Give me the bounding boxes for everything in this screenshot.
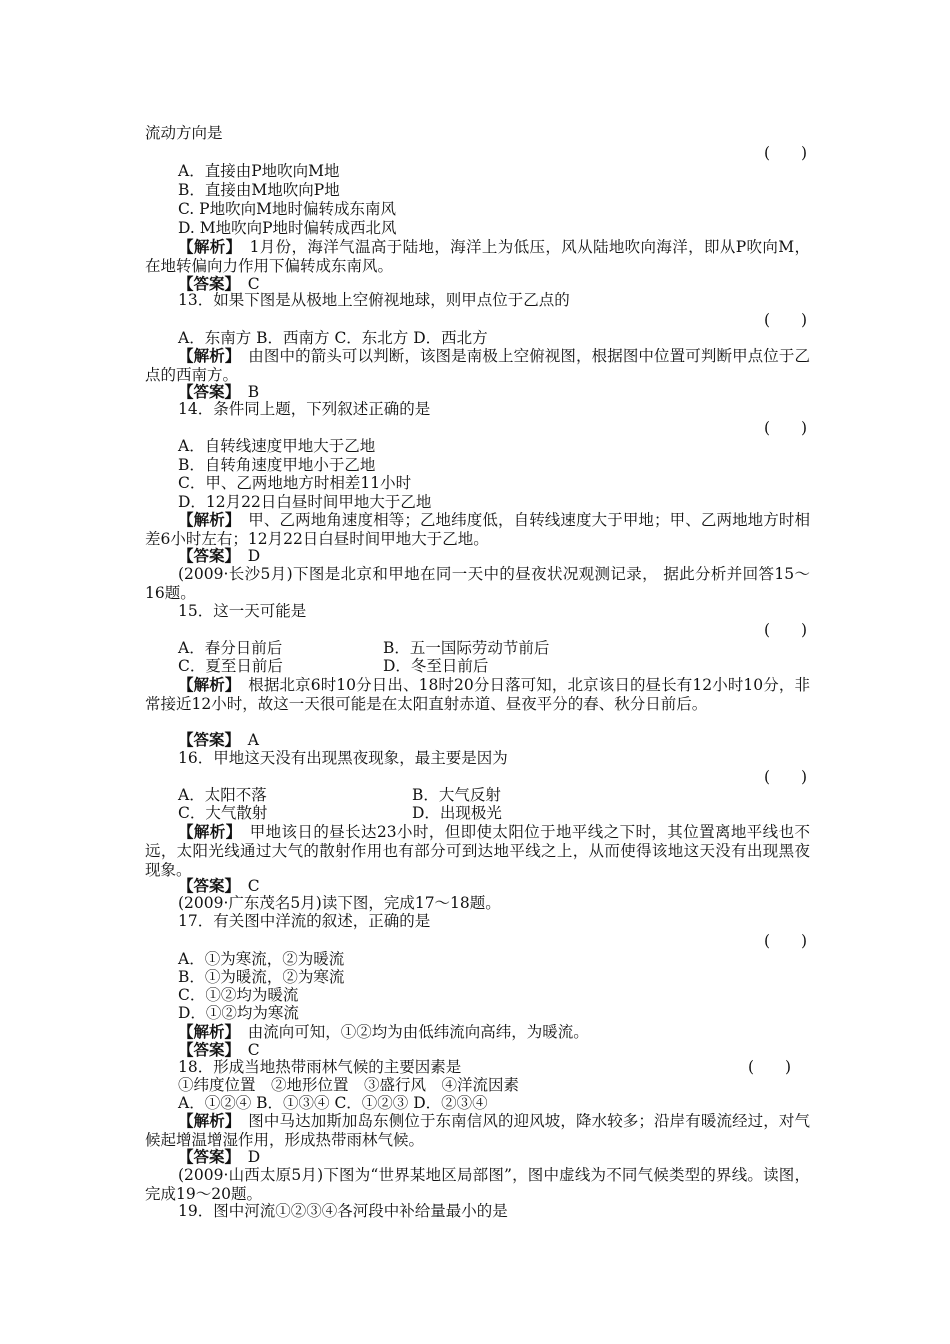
q14-option-a: A．自转线速度甲地大于乙地 <box>178 437 376 455</box>
q15-option-a: A．春分日前后 <box>178 639 283 657</box>
q18-stem: 18．形成当地热带雨林气候的主要因素是 <box>178 1058 462 1076</box>
q17-answer-bracket: ( ) <box>764 932 808 950</box>
q15-stem: 15．这一天可能是 <box>178 602 307 620</box>
q19-stem: 19．图中河流①②③④各河段中补给量最小的是 <box>178 1202 508 1220</box>
q16-answer <box>178 876 260 896</box>
q17-option-c: C．①②均为暖流 <box>178 986 299 1004</box>
answer-tag: 【答案】 <box>178 730 233 749</box>
q17-analysis-text: 由流向可知，①②均为由低纬流向高纬，为暖流。 <box>232 1023 589 1041</box>
q15-option-b: B．五一国际劳动节前后 <box>383 639 550 657</box>
q12-answer-text: C <box>232 275 260 293</box>
q14-option-b: B．自转角速度甲地小于乙地 <box>178 456 376 474</box>
q12-analysis-text: 1月份，海洋气温高于陆地，海洋上为低压，风从陆地吹向海洋，即从P吹向M，在地转偏向力作用下偏转成东南风。 <box>145 238 810 275</box>
answer-tag: 【答案】 <box>178 876 233 895</box>
intro-17-18: (2009·广东茂名5月)读下图，完成17～18题。 <box>178 894 501 912</box>
q18-analysis <box>145 1111 810 1150</box>
q12-analysis <box>145 237 810 276</box>
q12-option-b: B．直接由M地吹向P地 <box>178 181 340 199</box>
q14-analysis <box>145 510 810 549</box>
answer-tag: 【答案】 <box>178 382 233 401</box>
q13-answer <box>178 382 259 402</box>
q17-answer-text: C <box>232 1041 260 1059</box>
q17-answer <box>178 1040 260 1060</box>
q13-options: A．东南方 B．西南方 C．东北方 D．西北方 <box>178 329 488 347</box>
analysis-tag: 【解析】 <box>178 237 234 256</box>
q17-stem: 17．有关图中洋流的叙述，正确的是 <box>178 912 431 930</box>
q15-answer <box>178 730 259 750</box>
q14-analysis-text: 甲、乙两地角速度相等；乙地纬度低，自转线速度大于甲地；甲、乙两地地方时相差6小时左右；12月22日白昼时间甲地大于乙地。 <box>145 511 810 548</box>
q18-factors: ①纬度位置 ②地形位置 ③盛行风 ④洋流因素 <box>178 1076 520 1094</box>
q15-analysis <box>145 675 810 714</box>
q12-option-a: A．直接由P地吹向M地 <box>178 162 340 180</box>
q15-option-c: C．夏至日前后 <box>178 657 283 675</box>
q17-option-d: D．①②均为寒流 <box>178 1004 299 1022</box>
intro-15-16: (2009·长沙5月)下图是北京和甲地在同一天中的昼夜状况观测记录， 据此分析并回答15～16题。 <box>145 565 810 602</box>
q16-analysis-text: 甲地该日的昼长达23小时，但即使太阳位于地平线之下时，其位置离地平线也不远，太阳光线通过大气的散射作用也有部分可到达地平线之上，从而使得该地这天没有出现黑夜现象。 <box>145 823 810 879</box>
q14-option-d: D．12月22日白昼时间甲地大于乙地 <box>178 493 432 511</box>
analysis-tag: 【解析】 <box>178 1022 233 1041</box>
q16-answer-bracket: ( ) <box>764 768 808 786</box>
q12-stem-continuation: 流动方向是 <box>145 124 223 142</box>
q17-option-b: B．①为暖流，②为寒流 <box>178 968 345 986</box>
q16-option-d: D．出现极光 <box>412 804 502 822</box>
q15-analysis-text: 根据北京6时10分日出、18时20分日落可知，北京该日的昼长有12小时10分，非常接近12小时，故这一天很可能是在太阳直射赤道、昼夜平分的春、秋分日前后。 <box>145 676 810 713</box>
q17-option-a: A．①为寒流，②为暖流 <box>178 950 345 968</box>
q15-answer-bracket: ( ) <box>764 621 808 639</box>
q18-answer <box>178 1147 260 1167</box>
q18-analysis-text: 图中马达加斯加岛东侧位于东南信风的迎风坡，降水较多；沿岸有暖流经过，对气候起增温增湿作用，形成热带雨林气候。 <box>145 1112 810 1149</box>
q13-analysis-text: 由图中的箭头可以判断，该图是南极上空俯视图，根据图中位置可判断甲点位于乙点的西南方。 <box>145 347 810 384</box>
q12-option-d: D. M地吹向P地时偏转成西北风 <box>178 219 397 237</box>
q13-stem: 13．如果下图是从极地上空俯视地球，则甲点位于乙点的 <box>178 291 570 309</box>
answer-tag: 【答案】 <box>178 1147 233 1166</box>
q13-answer-bracket: ( ) <box>764 311 808 329</box>
q18-answer-bracket: ( ) <box>748 1058 792 1076</box>
q16-stem: 16．甲地这天没有出现黑夜现象，最主要是因为 <box>178 749 508 767</box>
analysis-tag: 【解析】 <box>178 510 233 529</box>
q14-answer-bracket: ( ) <box>764 419 808 437</box>
q12-answer-bracket: ( ) <box>764 144 808 162</box>
q16-analysis <box>145 822 810 880</box>
analysis-tag: 【解析】 <box>178 1111 233 1130</box>
q17-analysis <box>178 1022 589 1042</box>
q16-option-b: B．大气反射 <box>412 786 501 804</box>
q16-option-a: A．太阳不落 <box>178 786 267 804</box>
q16-option-c: C．大气散射 <box>178 804 268 822</box>
answer-tag: 【答案】 <box>178 546 233 565</box>
q13-answer-text: B <box>232 383 260 401</box>
analysis-tag: 【解析】 <box>178 346 233 365</box>
q16-answer-text: C <box>232 877 260 895</box>
q14-stem: 14．条件同上题，下列叙述正确的是 <box>178 400 431 418</box>
q14-option-c: C．甲、乙两地地方时相差11小时 <box>178 474 412 492</box>
intro-19-20: (2009·山西太原5月)下图为“世界某地区局部图”，图中虚线为不同气候类型的界线。读图，完成19～20题。 <box>145 1166 810 1203</box>
q14-answer-text: D <box>232 547 261 565</box>
q12-option-c: C. P地吹向M地时偏转成东南风 <box>178 200 396 218</box>
q14-answer <box>178 546 260 566</box>
answer-tag: 【答案】 <box>178 274 233 293</box>
q18-options: A．①②④ B．①③④ C．①②③ D．②③④ <box>178 1094 488 1112</box>
analysis-tag: 【解析】 <box>178 675 233 694</box>
q18-answer-text: D <box>232 1148 261 1166</box>
analysis-tag: 【解析】 <box>178 822 234 841</box>
answer-tag: 【答案】 <box>178 1040 233 1059</box>
q15-option-d: D．冬至日前后 <box>383 657 489 675</box>
q13-analysis <box>145 346 810 385</box>
q15-answer-text: A <box>232 731 259 749</box>
